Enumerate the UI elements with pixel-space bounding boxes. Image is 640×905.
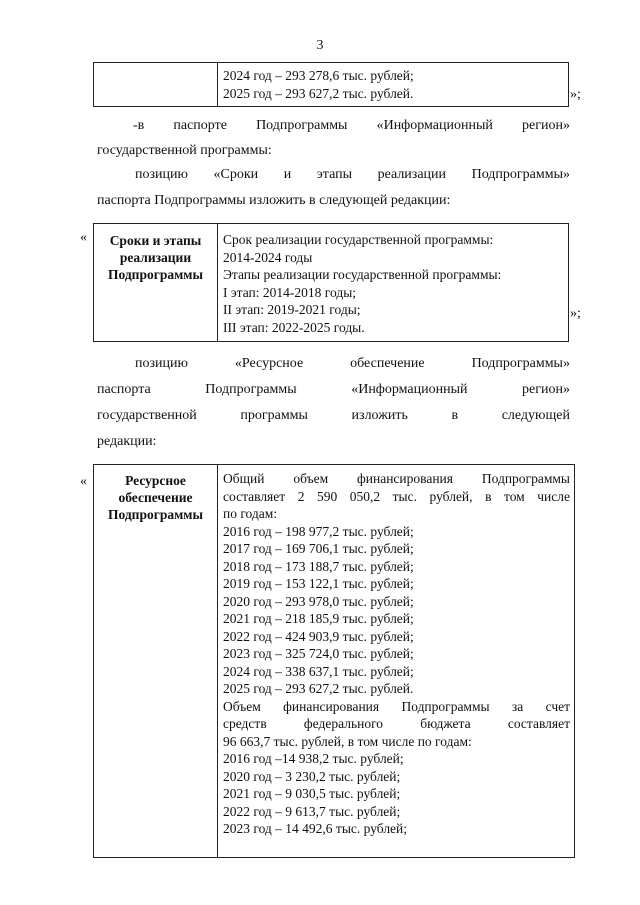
opening-quote: « [80,474,87,489]
table-line: 2024 год – 293 278,6 тыс. рублей; [223,68,414,83]
word: Подпрограммы» [471,356,570,371]
table-line: 2016 год –14 938,2 тыс. рублей; [223,751,404,766]
table-line: Общий объем финансирования Подпрограммы [223,471,570,486]
paragraph-line: редакции: [97,434,157,449]
word: государственной [97,408,197,423]
table-line: Этапы реализации государственной программы: [223,267,502,282]
word: Подпрограммы [256,118,348,133]
word: этапы [316,167,353,182]
table-line: 2020 год – 3 230,2 тыс. рублей; [223,768,401,784]
word: «Сроки [213,167,259,182]
table-line: 2025 год – 293 627,2 тыс. рублей. [223,85,414,101]
table-line: 2022 год – 9 613,7 тыс. рублей; [223,803,401,819]
word: в [451,408,459,423]
word: регион» [522,118,570,133]
table-line: составляет 2 590 050,2 тыс. рублей, в том числе [223,488,570,504]
paragraph-passport-reference [97,117,570,160]
cell-heading-line: Подпрограммы [107,507,204,522]
top-table-right-cell [218,63,418,106]
word: «Ресурсное [234,356,304,371]
cell-heading-line: Ресурсное [125,473,186,488]
table-line: 2023 год – 14 492,6 тыс. рублей; [223,821,408,836]
cell-heading-line: Подпрограммы [107,267,204,282]
word: регион» [522,382,570,397]
word: изложить [351,408,408,423]
table-line: 2018 год – 173 188,7 тыс. рублей; [223,558,414,574]
word: паспорта [97,382,151,397]
word: паспорте [173,118,227,133]
table-line: 2016 год – 198 977,2 тыс. рублей; [223,523,414,539]
resource-table [93,464,575,858]
cell-heading-line: Сроки и этапы [109,233,202,248]
table-line: 2021 год – 9 030,5 тыс. рублей; [223,786,401,801]
table-line: по годам: [223,506,278,521]
closing-quote: »; [570,87,581,102]
table-line: средств федерального бюджета составляет [223,716,570,731]
paragraph-line: государственной программы: [97,143,272,158]
word: позицию [135,167,188,182]
paragraph-resource-position [97,355,570,451]
terms-table-right-cell [218,224,505,341]
table-line: 2017 год – 169 706,1 тыс. рублей; [223,541,414,556]
paragraph-terms-position [97,166,570,210]
opening-quote: « [80,230,87,245]
table-line: Срок реализации государственной программы: [223,232,494,247]
word: программы [240,408,308,423]
table-line: 2023 год – 325 724,0 тыс. рублей; [223,646,414,661]
word: и [283,167,292,182]
table-line: 2014-2024 годы [223,249,313,265]
table-line: II этап: 2019-2021 годы; [223,302,361,317]
cell-heading-line: обеспечение [118,490,193,505]
table-line: 2019 год – 153 122,1 тыс. рублей; [223,576,414,591]
word: следующей [501,408,570,423]
page-number: 3 [316,38,324,53]
table-line: 2025 год – 293 627,2 тыс. рублей. [223,681,414,696]
table-line: 2024 год – 338 637,1 тыс. рублей; [223,663,414,679]
table-line: Объем финансирования Подпрограммы за счет [223,698,570,714]
word: реализации [377,167,447,182]
table-line: I этап: 2014-2018 годы; [223,284,357,300]
closing-quote: »; [570,306,581,321]
word: «Информационный [376,118,493,133]
resource-table-right-cell [218,465,574,857]
top-table-left-cell [94,63,218,106]
terms-table-left-cell [94,224,218,341]
top-table [93,62,569,107]
word: Подпрограммы [205,382,297,397]
table-line: 2020 год – 293 978,0 тыс. рублей; [223,593,414,609]
resource-table-left-cell [94,465,218,857]
table-line: 96 663,7 тыс. рублей, в том числе по годам: [223,733,472,749]
word: «Информационный [351,382,468,397]
terms-table [93,223,569,342]
word: позицию [135,356,188,371]
table-line: III этап: 2022-2025 годы. [223,319,365,335]
word: -в [133,118,145,133]
table-line: 2021 год – 218 185,9 тыс. рублей; [223,611,414,626]
cell-heading-line: реализации [119,250,192,265]
word: обеспечение [350,356,425,371]
paragraph-line: паспорта Подпрограммы изложить в следующей редакции: [97,193,451,208]
table-line: 2022 год – 424 903,9 тыс. рублей; [223,628,414,644]
word: Подпрограммы» [471,167,570,182]
